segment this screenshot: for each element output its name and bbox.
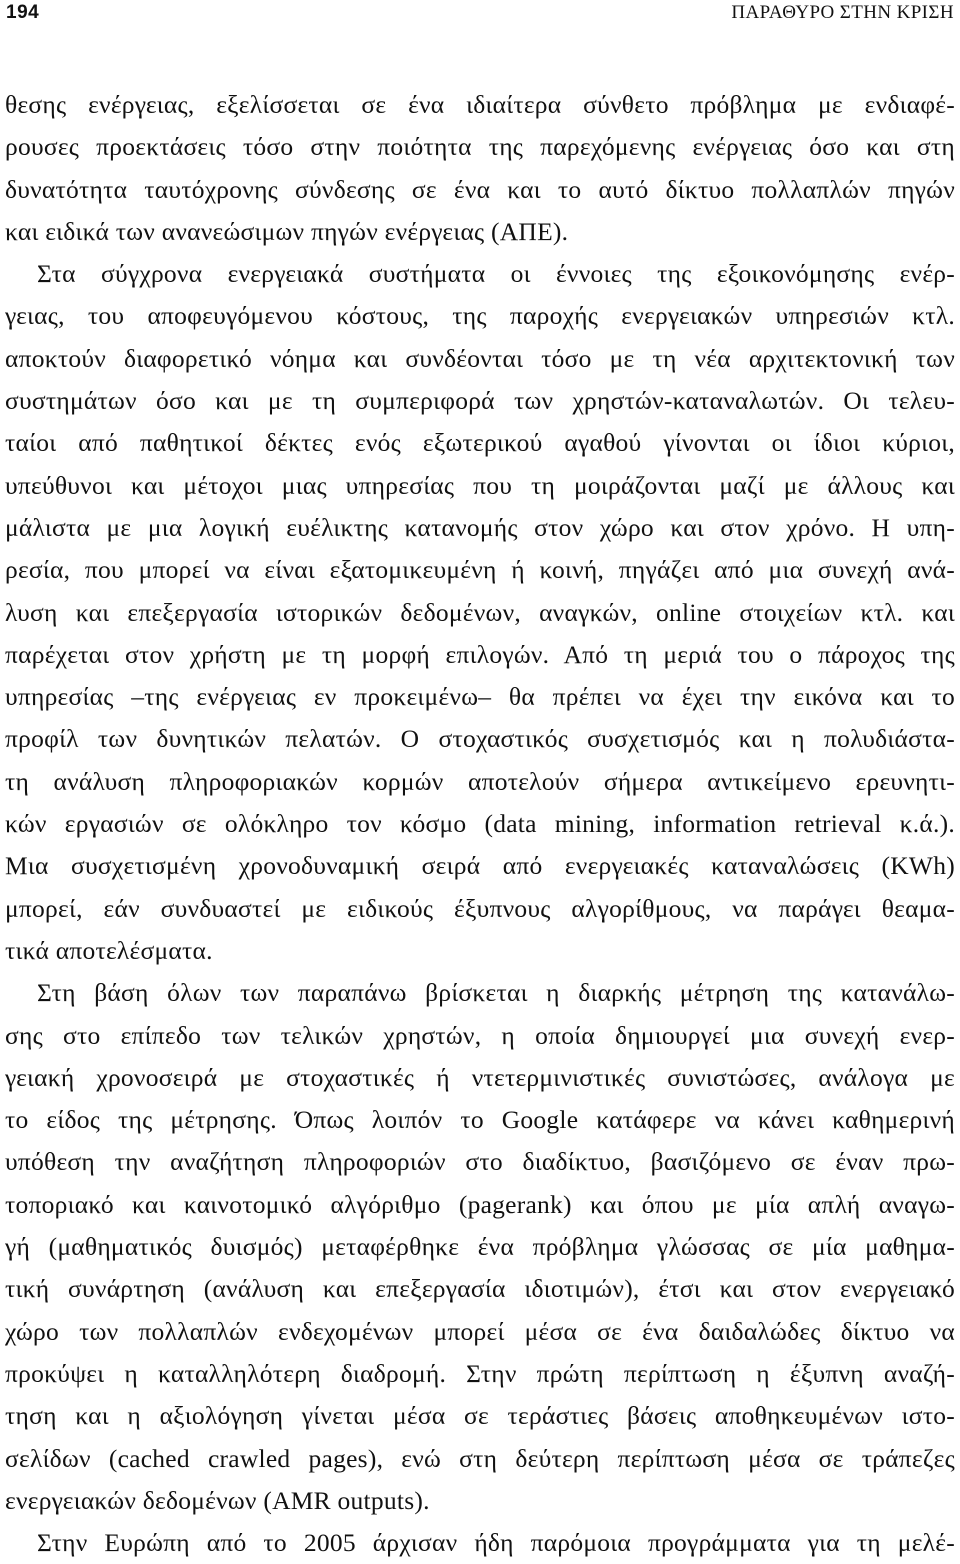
text-line: ταίοι από παθητικοί δέκτες ενός εξωτερικού αγαθού γίνονται οι ίδιοι κύριοι, [5, 428, 955, 458]
running-title: ΠΑΡΑΘΥΡΟ ΣΤΗΝ ΚΡΙΣΗ [731, 2, 954, 23]
text-line: παρέχεται στον χρήστη με τη μορφή επιλογών. Από τη μεριά του ο πάροχος της [5, 639, 955, 669]
text-line: Στην Ευρώπη από το 2005 άρχισαν ήδη παρόμοια προγράμματα για τη μελέ- [37, 1528, 955, 1558]
text-line: συστημάτων όσο και με τη συμπεριφορά των χρηστών-καταναλωτών. Οι τελευ- [5, 386, 955, 416]
text-line: τοποριακό και καινοτομικό αλγόριθμο (pagerank) και όπου με μία απλή αναγω- [5, 1189, 955, 1219]
text-line: Στη βάση όλων των παραπάνω βρίσκεται η διαρκής μέτρηση της κατανάλω- [37, 978, 955, 1008]
text-line: ενεργειακών δεδομένων (AMR outputs). [5, 1485, 430, 1515]
text-line: υπηρεσίας –της ενέργειας εν προκειμένω– θα πρέπει να έχει την εικόνα και το [5, 682, 955, 712]
text-line: χώρο των πολλαπλών ενδεχομένων μπορεί μέσα σε ένα δαιδαλώδες δίκτυο να [5, 1316, 955, 1346]
text-line: τική συνάρτηση (ανάλυση και επεξεργασία ιδιοτιμών), έτσι και στον ενεργειακό [5, 1274, 955, 1304]
text-line: γή (μαθηματικός δυισμός) μεταφέρθηκε ένα πρόβλημα γλώσσας σε μία μαθημα- [5, 1232, 955, 1262]
text-line: τικά αποτελέσματα. [5, 935, 213, 965]
page-number: 194 [6, 2, 40, 23]
text-line: προκύψει η καταλληλότερη διαδρομή. Στην πρώτη περίπτωση η έξυπνη αναζή- [5, 1358, 955, 1388]
text-line: Στα σύγχρονα ενεργειακά συστήματα οι έννοιες της εξοικονόμησης ενέρ- [37, 259, 955, 289]
text-line: προφίλ των δυνητικών πελατών. Ο στοχαστικός συσχετισμός και η πολυδιάστα- [5, 724, 955, 754]
running-header [0, 0, 960, 30]
text-line: θεσης ενέργειας, εξελίσσεται σε ένα ιδιαίτερα σύνθετο πρόβλημα με ενδιαφέ- [5, 90, 955, 119]
text-line: λυση και επεξεργασία ιστορικών δεδομένων, αναγκών, online στοιχείων κτλ. και [5, 597, 955, 627]
text-line: ρεσία, που μπορεί να είναι εξατομικευμένη ή κοινή, πηγάζει από μια συνεχή ανά- [5, 555, 955, 585]
text-line: μπορεί, εάν συνδυαστεί με ειδικούς έξυπνους αλγορίθμους, να παράγει θεαμα- [5, 893, 955, 923]
text-line: αποκτούν διαφορετικό νόημα και συνδέονται τόσο με τη νέα αρχιτεκτονική των [5, 343, 955, 373]
text-line: τηση και η αξιολόγηση γίνεται μέσα σε τεράστιες βάσεις αποθηκευμένων ιστο- [5, 1401, 955, 1431]
text-line: δυνατότητα ταυτόχρονης σύνδεσης σε ένα και το αυτό δίκτυο πολλαπλών πηγών [5, 174, 955, 204]
text-line: και ειδικά των ανανεώσιμων πηγών ενέργειας (ΑΠΕ). [5, 216, 569, 246]
text-line: γειακή χρονοσειρά με στοχαστικές ή ντετερμινιστικές συνιστώσες, ανάλογα με [5, 1062, 955, 1092]
text-line: ρουσες προεκτάσεις τόσο στην ποιότητα της παρεχόμενης ενέργειας όσο και στη [5, 132, 955, 162]
text-line: γειας, του αποφευγόμενου κόστους, της παροχής ενεργειακών υπηρεσιών κτλ. [5, 301, 955, 331]
text-line: υπεύθυνοι και μέτοχοι μιας υπηρεσίας που τη μοιράζονται μαζί με άλλους και [5, 470, 955, 500]
text-line: Μια συσχετισμένη χρονοδυναμική σειρά από ενεργειακές καταναλώσεις (KWh) [5, 851, 955, 881]
text-line: τη ανάλυση πληροφοριακών κορμών αποτελούν σήμερα αντικείμενο ερευνητι- [5, 766, 955, 796]
text-line: μάλιστα με μια λογική ευέλικτης κατανομής στον χώρο και στον χρόνο. Η υπη- [5, 512, 955, 542]
text-line: υπόθεση την αναζήτηση πληροφοριών στο διαδίκτυο, βασιζόμενο σε έναν πρω- [5, 1147, 955, 1177]
body-text [5, 84, 955, 1564]
text-line: το είδος της μέτρησης. Όπως λοιπόν το Google κατάφερε να κάνει καθημερινή [5, 1105, 955, 1135]
text-line: κών εργασιών σε ολόκληρο τον κόσμο (data mining, information retrieval κ.ά.). [5, 809, 955, 839]
text-line: σελίδων (cached crawled pages), ενώ στη δεύτερη περίπτωση μέσα σε τράπεζες [5, 1443, 955, 1473]
text-line: σης στο επίπεδο των τελικών χρηστών, η οποία δημιουργεί μια συνεχή ενερ- [5, 1020, 955, 1050]
